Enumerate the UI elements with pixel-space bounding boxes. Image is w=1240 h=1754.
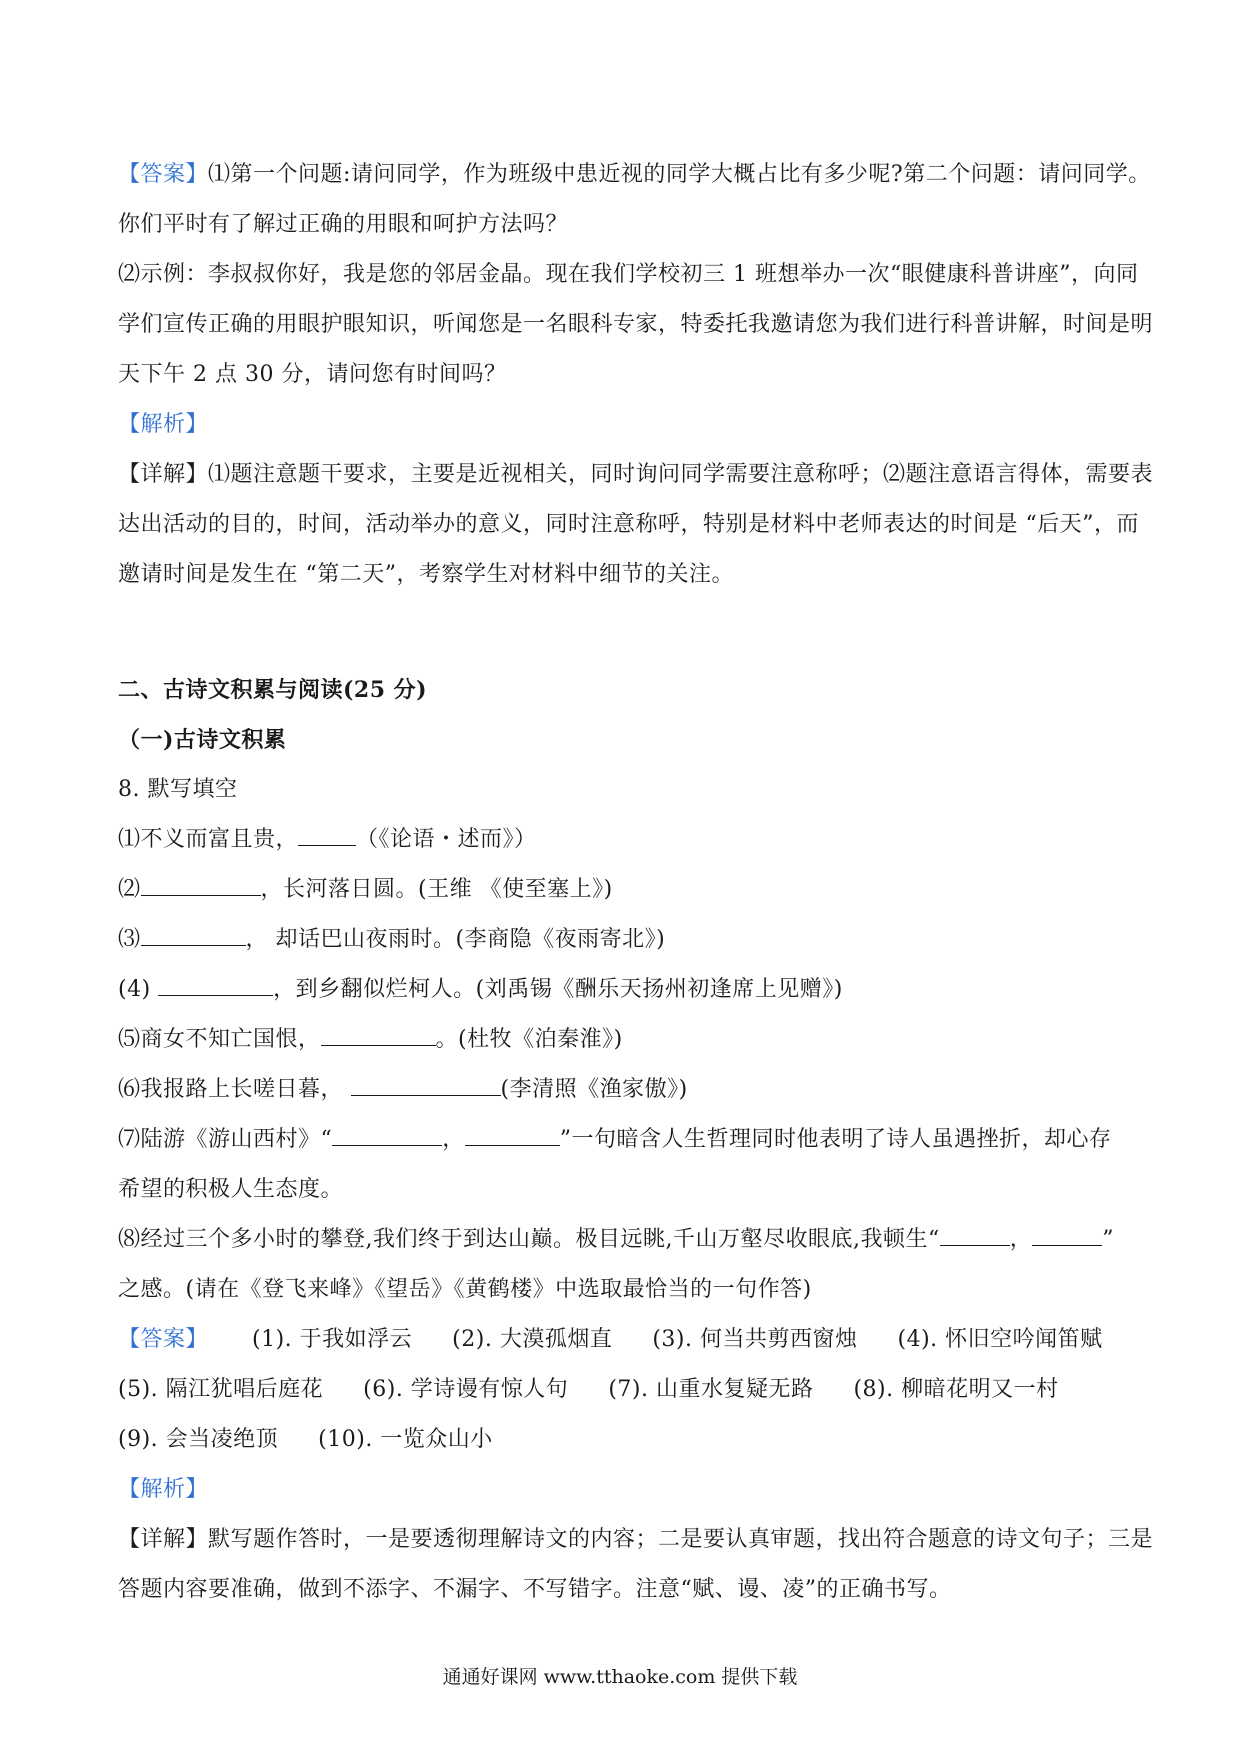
analysis-tag: 【解析】 bbox=[118, 1477, 209, 1502]
analysis-tag: 【解析】 bbox=[118, 412, 209, 437]
section-subtitle: （一)古诗文积累 bbox=[118, 727, 287, 753]
question-item-7: ⑺陆游《游山西村》“ ， ”一句暗含人生哲理同时他表明了诗人虽遇挫折，却心存 bbox=[118, 1115, 1138, 1165]
analysis1-line2: 达出活动的目的，时间，活动举办的意义，同时注意称呼，特别是材料中老师表达的时间是 “后天”，而 bbox=[118, 512, 1139, 537]
question-item-8: ⑻经过三个多小时的攀登,我们终于到达山巅。极目远眺,千山万壑尽收眼底,我顿生“ ， ” bbox=[118, 1215, 1138, 1265]
analysis1-line3: 邀请时间是发生在 “第二天”，考察学生对材料中细节的关注。 bbox=[118, 562, 734, 587]
section-title: 二、古诗文积累与阅读(25 分) bbox=[118, 677, 428, 703]
detail-tag: 【详解】 bbox=[118, 1527, 209, 1552]
answer-blank[interactable] bbox=[465, 1123, 560, 1146]
answer-blank[interactable] bbox=[158, 973, 273, 996]
question-item-2: ⑵ ，长河落日圆。(王维 《使至塞上》) bbox=[118, 865, 1138, 915]
question-item-6: ⑹我报路上长嗟日暮， (李清照《渔家傲》) bbox=[118, 1065, 1138, 1115]
answer-tag: 【答案】 bbox=[118, 162, 209, 187]
answer1-line3: ⑵示例：李叔叔你好，我是您的邻居金晶。现在我们学校初三 1 班想举办一次“眼健康科普讲座”，向同 bbox=[118, 262, 1139, 287]
question-item-8-line2: 之感。(请在《登飞来峰》《望岳》《黄鹤楼》中选取最恰当的一句作答) bbox=[118, 1277, 812, 1302]
answer1-line4: 学们宣传正确的用眼护眼知识，听闻您是一名眼科专家，特委托我邀请您为我们进行科普讲解，时间是明 bbox=[118, 312, 1154, 337]
question-item-5: ⑸商女不知亡国恨， 。(杜牧《泊秦淮》) bbox=[118, 1015, 1138, 1065]
answer8-row1: 【答案】 (1). 于我如浮云 (2). 大漠孤烟直 (3). 何当共剪西窗烛 (4). 怀旧空吟闻笛赋 bbox=[118, 1327, 1103, 1352]
answer-blank[interactable] bbox=[141, 873, 261, 896]
answer1-line2: 你们平时有了解过正确的用眼和呵护方法吗？ bbox=[118, 212, 569, 237]
answer-blank[interactable] bbox=[298, 823, 356, 846]
analysis8-line1: 【详解】默写题作答时，一是要透彻理解诗文的内容；二是要认真审题，找出符合题意的诗文句子；三是 bbox=[118, 1527, 1154, 1552]
question-item-7-line2: 希望的积极人生态度。 bbox=[118, 1177, 344, 1202]
question-item-1: ⑴不义而富且贵， （《论语・述而》） bbox=[118, 815, 1138, 865]
question-title: 8. 默写填空 bbox=[118, 777, 238, 802]
answer1-line1: 【答案】⑴第一个问题:请问同学，作为班级中患近视的同学大概占比有多少呢?第二个问题：请问同学。 bbox=[118, 162, 1151, 187]
question-item-4: (4) ，到乡翻似烂柯人。(刘禹锡《酬乐天扬州初逢席上见赠》) bbox=[118, 965, 1138, 1015]
answer-blank[interactable] bbox=[351, 1073, 501, 1096]
answer-tag: 【答案】 bbox=[118, 1327, 209, 1352]
detail-tag: 【详解】 bbox=[118, 462, 209, 487]
answer-blank[interactable] bbox=[940, 1223, 1010, 1246]
document-page bbox=[118, 150, 1154, 1615]
answer-blank[interactable] bbox=[332, 1123, 442, 1146]
answer-blank[interactable] bbox=[141, 923, 246, 946]
question-item-3: ⑶ ， 却话巴山夜雨时。(李商隐《夜雨寄北》) bbox=[118, 915, 1138, 965]
answer-blank[interactable] bbox=[321, 1023, 436, 1046]
answer1-line5: 天下午 2 点 30 分，请问您有时间吗？ bbox=[118, 362, 507, 387]
analysis8-line2: 答题内容要准确，做到不添字、不漏字、不写错字。注意“赋、谩、凌”的正确书写。 bbox=[118, 1577, 952, 1602]
page-footer: 通通好课网 www.tthaoke.com 提供下载 bbox=[442, 1666, 798, 1688]
answer-blank[interactable] bbox=[1032, 1223, 1102, 1246]
analysis1-line1: 【详解】⑴题注意题干要求，主要是近视相关，同时询问同学需要注意称呼；⑵题注意语言得体，需要表 bbox=[118, 462, 1154, 487]
answer8-row2: (5). 隔江犹唱后庭花 (6). 学诗谩有惊人句 (7). 山重水复疑无路 (8). 柳暗花明又一村 bbox=[118, 1377, 1059, 1402]
answer8-row3: (9). 会当凌绝顶 (10). 一览众山小 bbox=[118, 1427, 493, 1452]
